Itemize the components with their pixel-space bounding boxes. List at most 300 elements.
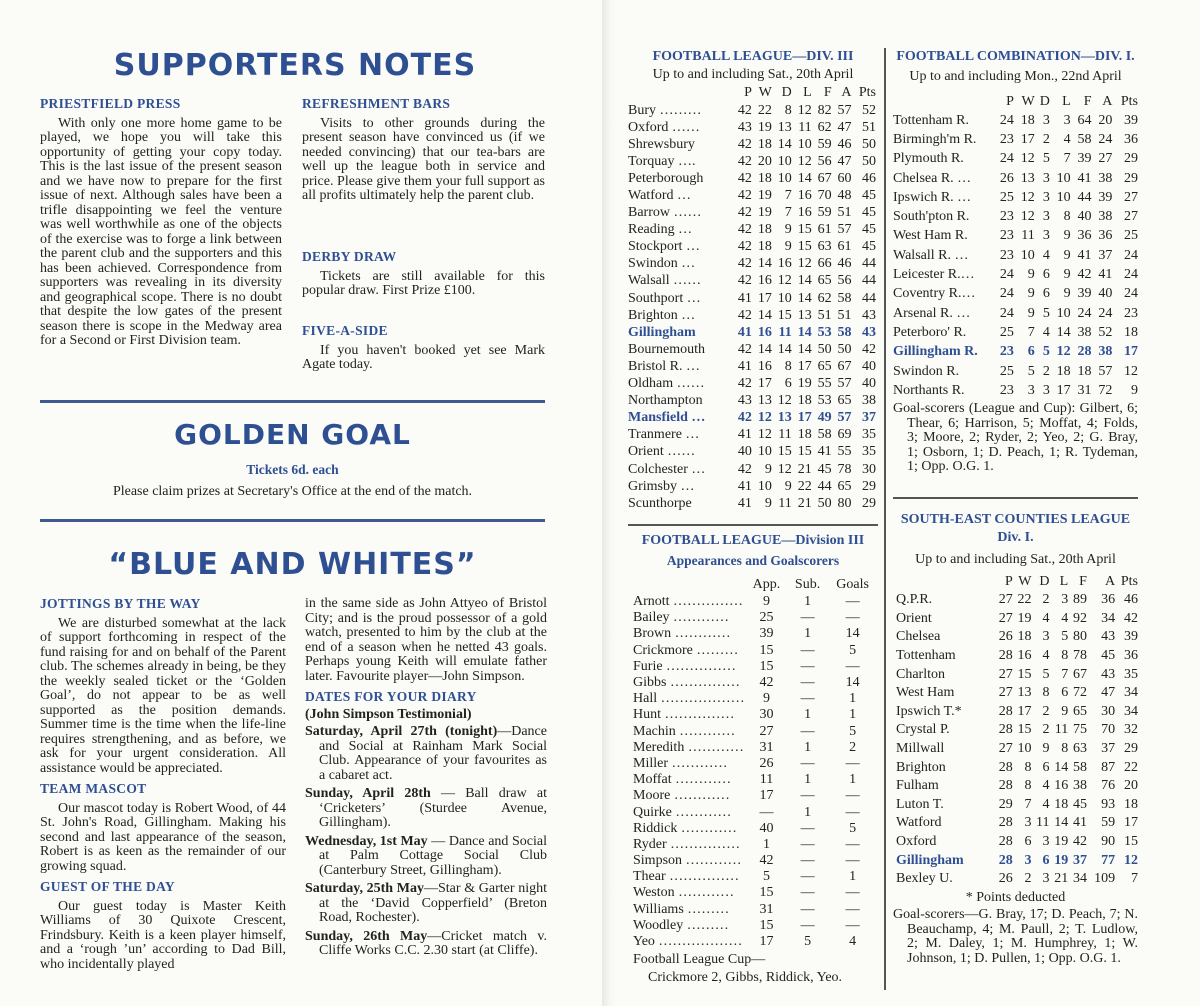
table-cell: 17 — [1020, 131, 1035, 147]
team-name: Bury ……… — [628, 102, 702, 118]
table-cell: 51 — [837, 307, 852, 323]
table-row — [633, 772, 878, 788]
divider-rule — [40, 400, 545, 403]
table-cell: 9 — [784, 239, 792, 255]
table-row — [893, 150, 1138, 169]
player-name: Hunt …………… — [633, 707, 735, 723]
table-cell: 78 — [1072, 648, 1087, 664]
diary-date: Saturday, April 27th (tonight) — [305, 724, 498, 739]
table-cell: 28 — [998, 648, 1013, 664]
player-name: Arnott …………… — [633, 594, 744, 610]
table-cell: 76 — [1101, 778, 1116, 794]
table-cell: 45 — [862, 239, 876, 255]
table-row — [628, 102, 876, 119]
table-cell: 36 — [1077, 228, 1092, 244]
table-cell: — — [800, 885, 815, 901]
table-cell: — — [800, 917, 815, 933]
table-cell: 24 — [1124, 247, 1138, 263]
team-name: Charlton — [896, 666, 945, 682]
combination-scorers-text: Goal-scorers (League and Cup): Gilbert, 6; Thear, 6; Harrison, 5; Moffat, 4; Folds, 3; Moore, 2; Ryder, 2; Yeo, 2; G. Bray, 1; Osborn, 1; D. Peach, 1; R. Tydeman, 1; Opp. O.G. 1. — [893, 401, 1138, 474]
table-cell: 27 — [998, 666, 1013, 682]
team-name: Watford … — [628, 188, 692, 204]
table-cell: 58 — [1077, 131, 1092, 147]
table-cell: 7 — [1061, 666, 1069, 682]
table-cell: 22 — [757, 102, 772, 118]
table-cell: 20 — [1098, 112, 1113, 128]
table-cell: 38 — [1098, 209, 1113, 225]
table-cell: 41 — [817, 444, 832, 460]
table-cell: 42 — [737, 461, 752, 477]
diary-heading: DATES FOR YOUR DIARY — [305, 689, 477, 704]
table-row — [893, 188, 1138, 207]
table-header-row — [628, 84, 876, 102]
team-name: Ipswich T.* — [896, 703, 962, 719]
divider-rule — [40, 519, 545, 522]
table-row — [628, 290, 876, 307]
diary-item — [305, 835, 547, 879]
team-name: West Ham — [896, 685, 955, 701]
table-cell: 45 — [1101, 648, 1116, 664]
table-cell: 22 — [797, 478, 812, 494]
table-row — [628, 444, 876, 461]
table-cell: 57 — [837, 410, 852, 426]
table-cell: 26 — [998, 871, 1013, 887]
table-cell: 4 — [1063, 131, 1071, 147]
table-row — [628, 222, 876, 239]
column-header: D — [1039, 574, 1050, 589]
table-cell: 9 — [784, 222, 792, 238]
player-name: Moore ………… — [633, 788, 730, 804]
table-cell: 7 — [784, 188, 792, 204]
table-cell: — — [759, 804, 774, 820]
table-cell: 70 — [1101, 722, 1116, 738]
table-cell: 24 — [1077, 305, 1092, 321]
table-cell: 51 — [817, 307, 832, 323]
table-cell: 55 — [837, 444, 852, 460]
table-cell: 1 — [804, 739, 812, 755]
table-cell: 12 — [1020, 189, 1035, 205]
table-cell: 9 — [1063, 247, 1071, 263]
derby-draw-text: Tickets are still available for this popular draw. First Prize £100. — [302, 268, 545, 298]
table-cell: 16 — [797, 188, 812, 204]
table-cell: 3 — [1061, 592, 1069, 608]
table-cell: 11 — [778, 324, 792, 340]
table-cell: 1 — [804, 772, 812, 788]
appearances-subtitle: Appearances and Goalscorers — [666, 553, 840, 568]
table-cell: 9 — [762, 691, 770, 707]
team-name: Gillingham — [628, 324, 696, 340]
team-name: Oxford …… — [628, 119, 700, 135]
table-row — [896, 591, 1138, 610]
column-header: L — [1062, 94, 1071, 109]
table-cell: 5 — [1042, 666, 1050, 682]
priestfield-press-text: With only one more home game to be played, we hope you will take this opportunity of getting your copy today. This is the last issue of the present season and we have now to prepare for the first issue of next. Although sales have been a trifle disappointing we feel the venture was well worthwhile as one of the objects of the exercise was to forge a link between the parent club and the supporters and this has been achieved. Correspondence from supporters was revealing in its diversity and geographical scope. There is no doubt that despite the low gates of the present season there is scope in the Medway area for a Second or First Division team. — [40, 115, 282, 348]
table-cell: 44 — [817, 478, 832, 494]
table-cell: 8 — [784, 102, 792, 118]
table-cell: 63 — [817, 239, 832, 255]
table-cell: — — [845, 901, 860, 917]
table-cell: 12 — [777, 393, 792, 409]
table-cell: 52 — [1098, 324, 1113, 340]
column-header: F — [1079, 574, 1087, 589]
team-name: Orient — [896, 610, 932, 626]
table-cell: 16 — [757, 273, 772, 289]
table-cell: 37 — [862, 410, 876, 426]
column-header: Pts — [858, 85, 876, 100]
table-cell: 10 — [1017, 741, 1032, 757]
table-cell: 21 — [797, 495, 812, 511]
column-header: A — [1104, 574, 1116, 589]
table-cell: 29 — [862, 478, 876, 494]
table-cell: 25 — [999, 324, 1014, 340]
player-name: Weston ………… — [633, 885, 735, 901]
player-name: Thear …………… — [633, 869, 740, 885]
table-cell: 17 — [797, 358, 812, 374]
table-row — [896, 833, 1138, 852]
table-cell: 42 — [737, 188, 752, 204]
table-cell: 41 — [1072, 815, 1087, 831]
table-cell: 18 — [1020, 112, 1035, 128]
right-column-lower — [305, 597, 547, 963]
table-cell: 5 — [1061, 629, 1069, 645]
player-name: Furie …………… — [633, 658, 737, 674]
table-cell: 42 — [737, 307, 752, 323]
table-cell: 53 — [817, 393, 832, 409]
southeast-division: Div. I. — [997, 530, 1034, 545]
table-cell: 27 — [998, 685, 1013, 701]
table-row — [893, 130, 1138, 149]
table-row — [893, 246, 1138, 265]
table-cell: 7 — [1024, 796, 1032, 812]
team-name: West Ham R. — [893, 228, 968, 244]
table-cell: 41 — [737, 358, 752, 374]
table-cell: 10 — [777, 170, 792, 186]
table-row — [633, 804, 878, 820]
table-cell: 18 — [1077, 363, 1092, 379]
table-cell: 38 — [1072, 778, 1087, 794]
table-cell: 8 — [1063, 209, 1071, 225]
table-row — [633, 934, 878, 950]
table-cell: 46 — [1124, 592, 1138, 608]
table-cell: 19 — [757, 205, 772, 221]
table-cell: 42 — [862, 341, 876, 357]
table-cell: 3 — [1042, 112, 1050, 128]
table-cell: 58 — [837, 290, 852, 306]
table-cell: 19 — [1054, 834, 1069, 850]
table-cell: 42 — [737, 205, 752, 221]
table-cell: 3 — [1042, 871, 1050, 887]
team-name: Stockport … — [628, 239, 700, 255]
page-gutter — [602, 0, 616, 1006]
table-cell: 37 — [1101, 741, 1116, 757]
table-row — [633, 724, 878, 740]
table-cell: 6 — [1042, 267, 1050, 283]
table-cell: 34 — [1124, 685, 1138, 701]
table-cell: 9 — [764, 461, 772, 477]
table-cell: 4 — [1042, 796, 1050, 812]
table-cell: 59 — [817, 136, 832, 152]
table-cell: 90 — [1101, 834, 1116, 850]
team-name: Swindon … — [628, 256, 696, 272]
table-cell: 25 — [999, 189, 1014, 205]
table-cell: 6 — [1042, 286, 1050, 302]
table-cell: 18 — [797, 393, 812, 409]
table-cell: 36 — [1098, 228, 1113, 244]
table-row — [893, 265, 1138, 284]
supporters-notes-title: SUPPORTERS NOTES — [113, 48, 477, 83]
table-cell: 38 — [1098, 170, 1113, 186]
table-row — [633, 610, 878, 626]
table-cell: 72 — [1098, 382, 1113, 398]
table-cell: 24 — [1098, 131, 1113, 147]
table-row — [633, 788, 878, 804]
team-name: Chelsea R. … — [893, 170, 972, 186]
diary-text: — Dance and Social at Palm Cottage Social Club (Canterbury Street, Gillingham). — [319, 833, 547, 878]
table-cell: 15 — [759, 658, 774, 674]
table-cell: 87 — [1101, 759, 1116, 775]
table-cell: 5 — [1042, 344, 1050, 360]
table-cell: 22 — [1124, 759, 1138, 775]
combination-scorers — [893, 402, 1138, 475]
table-cell: 18 — [1017, 629, 1032, 645]
table-cell: 61 — [837, 239, 852, 255]
table-cell: 78 — [837, 461, 852, 477]
table-cell: 12 — [1124, 852, 1138, 868]
table-cell: — — [800, 901, 815, 917]
table-cell: 14 — [757, 256, 772, 272]
table-cell: 65 — [837, 478, 852, 494]
table-cell: 42 — [1124, 610, 1138, 626]
table-row — [633, 837, 878, 853]
player-name: Meredith ………… — [633, 739, 744, 755]
table-cell: 42 — [737, 256, 752, 272]
table-cell: 17 — [757, 376, 772, 392]
golden-goal-title: GOLDEN GOAL — [174, 418, 411, 451]
table-cell: 9 — [1131, 382, 1138, 398]
table-row — [633, 756, 878, 772]
table-cell: 42 — [737, 102, 752, 118]
table-row — [896, 740, 1138, 759]
table-row — [896, 610, 1138, 629]
table-cell: 9 — [1027, 286, 1035, 302]
table-cell: 44 — [862, 273, 876, 289]
table-cell: 77 — [1101, 852, 1116, 868]
team-name: Gillingham — [896, 852, 964, 868]
table-cell: — — [800, 869, 815, 885]
table-cell: 10 — [757, 444, 772, 460]
team-name: Oxford — [896, 834, 937, 850]
div3-title: FOOTBALL LEAGUE—DIV. III — [652, 49, 854, 64]
table-cell: 40 — [759, 820, 774, 836]
table-row — [633, 869, 878, 885]
table-cell: 17 — [1056, 382, 1071, 398]
table-cell: 27 — [998, 610, 1013, 626]
table-cell: 59 — [817, 205, 832, 221]
table-cell: 11 — [778, 495, 792, 511]
column-header: P — [1006, 94, 1014, 109]
table-cell: 40 — [1077, 209, 1092, 225]
table-cell: 43 — [1101, 666, 1116, 682]
table-cell: 24 — [999, 267, 1014, 283]
table-cell: 9 — [762, 594, 770, 610]
table-cell: 56 — [817, 153, 832, 169]
table-row — [896, 647, 1138, 666]
derby-draw-heading: DERBY DRAW — [302, 249, 397, 264]
table-cell: 5 — [849, 642, 857, 658]
table-cell: 51 — [837, 205, 852, 221]
table-cell: 61 — [817, 222, 832, 238]
table-cell: 1 — [804, 804, 812, 820]
points-deducted-note: * Points deducted — [965, 890, 1066, 905]
table-cell: 70 — [817, 188, 832, 204]
table-cell: 9 — [764, 495, 772, 511]
table-cell: — — [845, 836, 860, 852]
player-name: Bailey ………… — [633, 610, 730, 626]
table-cell: 39 — [1077, 151, 1092, 167]
table-row — [633, 707, 878, 723]
team-name: Walsall R. … — [893, 247, 969, 263]
table-cell: — — [845, 917, 860, 933]
table-cell: 25 — [1124, 228, 1138, 244]
diary-date: Saturday, 25th May — [305, 881, 424, 896]
table-cell: — — [800, 853, 815, 869]
table-cell: 42 — [737, 170, 752, 186]
table-cell: 50 — [837, 341, 852, 357]
team-name: Colchester … — [628, 461, 706, 477]
player-name: Ryder …………… — [633, 836, 741, 852]
column-header: Sub. — [794, 577, 821, 592]
table-cell: 14 — [1054, 759, 1069, 775]
table-cell: 12 — [1124, 363, 1138, 379]
table-cell: 42 — [759, 853, 774, 869]
table-cell: 11 — [1021, 228, 1035, 244]
table-row — [628, 410, 876, 427]
table-cell: 62 — [817, 119, 832, 135]
table-cell: — — [845, 853, 860, 869]
table-row — [633, 691, 878, 707]
table-cell: 40 — [737, 444, 752, 460]
column-header: W — [1021, 94, 1035, 109]
team-mascot-text: Our mascot today is Robert Wood, of 44 St. John's Road, Gillingham. Making his second and last appearance of the season, Robert is as keen as the remainder of our growing squad. — [40, 800, 286, 874]
guest-of-day-continued: in the same side as John Attyeo of Bristol City; and is the proud possessor of a gold watch, presented to him by the club at the end of a season when he netted 43 goals. Perhaps young Keith will emulate father later. Favourite player—John Simpson. — [305, 596, 547, 684]
table-cell: 34 — [1072, 871, 1087, 887]
table-cell: 19 — [1017, 610, 1032, 626]
table-cell: 42 — [737, 341, 752, 357]
table-cell: 18 — [757, 222, 772, 238]
player-name: Woodley ……… — [633, 917, 729, 933]
table-cell: 26 — [759, 755, 774, 771]
team-name: Brighton … — [628, 307, 696, 323]
column-header: App. — [752, 577, 781, 592]
table-cell: 29 — [1124, 741, 1138, 757]
table-cell: 13 — [757, 393, 772, 409]
table-cell: 41 — [737, 478, 752, 494]
southeast-table — [896, 573, 1138, 889]
table-cell: — — [800, 788, 815, 804]
column-header: L — [803, 85, 812, 100]
table-cell: 16 — [757, 358, 772, 374]
table-cell: 15 — [797, 239, 812, 255]
table-cell: 20 — [1124, 778, 1138, 794]
table-cell: 16 — [1017, 648, 1032, 664]
table-cell: 15 — [797, 444, 812, 460]
table-cell: 42 — [737, 222, 752, 238]
column-header: Pts — [1120, 574, 1138, 589]
combination-title: FOOTBALL COMBINATION—DIV. I. — [896, 49, 1135, 64]
table-cell: 9 — [1042, 741, 1050, 757]
column-header: A — [841, 85, 852, 100]
table-cell: 14 — [845, 675, 860, 691]
table-cell: 93 — [1101, 796, 1116, 812]
table-cell: 57 — [1098, 363, 1113, 379]
diary-text: —Star & Garter night at the ‘David Copperfield’ (Breton Road, Rochester). — [319, 881, 547, 925]
table-cell: 18 — [1054, 796, 1069, 812]
table-cell: 1 — [804, 594, 812, 610]
table-cell: 4 — [1042, 610, 1050, 626]
table-cell: 38 — [1098, 344, 1113, 360]
table-cell: 17 — [759, 788, 774, 804]
table-cell: 24 — [999, 151, 1014, 167]
table-cell: 24 — [999, 305, 1014, 321]
column-header: L — [1059, 574, 1069, 589]
table-cell: 42 — [1077, 267, 1092, 283]
table-cell: 28 — [1077, 344, 1092, 360]
table-cell: 21 — [1054, 871, 1069, 887]
table-cell: 18 — [1056, 363, 1071, 379]
table-cell: 47 — [837, 153, 852, 169]
table-cell: 42 — [759, 675, 774, 691]
table-cell: 25 — [999, 363, 1014, 379]
table-cell: 41 — [737, 427, 752, 443]
table-cell: 13 — [797, 307, 812, 323]
team-name: Shrewsbury — [628, 136, 695, 152]
table-cell: — — [845, 594, 860, 610]
guest-of-day-heading: GUEST OF THE DAY — [40, 879, 175, 894]
table-cell: 47 — [1101, 685, 1116, 701]
derby-draw-section — [302, 250, 545, 299]
table-cell: 8 — [1042, 685, 1050, 701]
table-cell: 7 — [1131, 871, 1138, 887]
table-row — [628, 170, 876, 187]
table-cell: 9 — [1063, 228, 1071, 244]
table-cell: 11 — [1036, 815, 1050, 831]
table-cell: 35 — [1124, 666, 1138, 682]
table-cell: 27 — [1098, 151, 1113, 167]
table-cell: 2 — [1042, 131, 1050, 147]
table-cell: 29 — [862, 495, 876, 511]
diary-item — [305, 787, 547, 831]
table-cell: 63 — [1072, 741, 1087, 757]
table-cell: 8 — [1024, 778, 1032, 794]
table-row — [633, 918, 878, 934]
diary-date: Wednesday, 1st May — [305, 833, 428, 849]
table-cell: 39 — [759, 626, 774, 642]
table-cell: 36 — [1124, 131, 1138, 147]
table-row — [896, 870, 1138, 889]
diary-text: — Ball draw at ‘Cricketers’ (Sturdee Avenue, Gillingham). — [319, 786, 548, 830]
team-name: Arsenal R. … — [893, 305, 971, 321]
team-name: Scunthorpe — [628, 495, 692, 511]
table-cell: 39 — [1124, 629, 1138, 645]
table-cell: 20 — [757, 153, 772, 169]
table-cell: 8 — [1061, 648, 1069, 664]
table-cell: 4 — [849, 934, 857, 950]
table-cell: 13 — [777, 119, 792, 135]
table-cell: 7 — [1027, 324, 1035, 340]
table-cell: 60 — [837, 170, 852, 186]
column-header: D — [781, 85, 792, 100]
table-cell: 9 — [1027, 305, 1035, 321]
